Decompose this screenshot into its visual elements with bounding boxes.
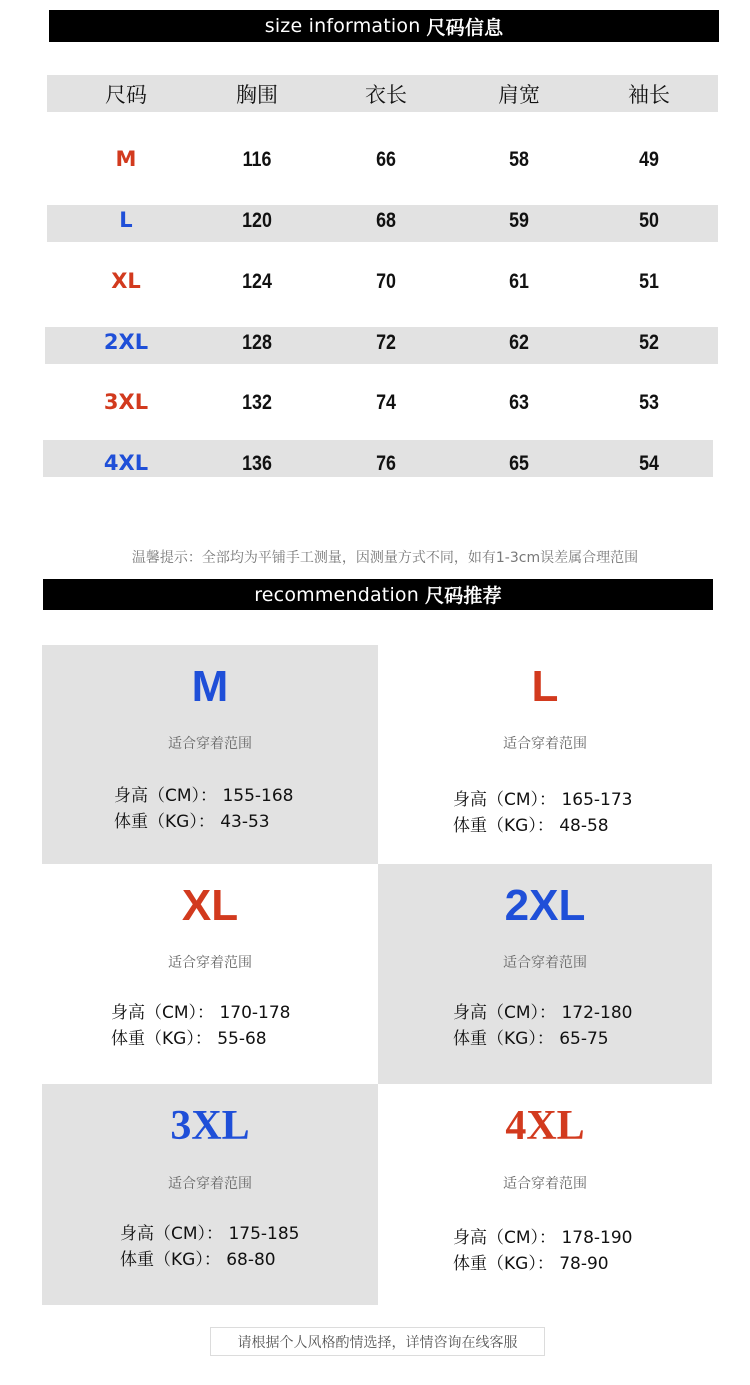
recommendation-card [378,864,712,1084]
body-stats [114,783,293,835]
size-value: 74 [376,391,396,414]
body-stats [120,1221,299,1273]
height-range: 身高（CM）： 175-185 [120,1224,300,1244]
weight-range: 体重（KG）： 43-53 [114,812,270,832]
recommendation-title-bar [43,579,713,610]
range-label: 适合穿着范围 [503,736,587,752]
recommendation-title-cn: 尺码推荐 [425,585,502,607]
size-information-title-cn: 尺码信息 [426,16,504,39]
size-value: 76 [376,452,396,475]
recommendation-card [42,1084,378,1305]
size-value: 63 [509,391,529,414]
size-label: 2XL [103,330,149,354]
recommendation-card [378,1084,712,1305]
weight-range: 体重（KG）： 68-80 [120,1250,276,1270]
range-label: 适合穿着范围 [168,1176,252,1192]
range-label: 适合穿着范围 [168,955,252,971]
size-value: 52 [639,331,659,354]
size-value: 128 [242,331,272,354]
size-label: 4XL [103,451,149,475]
height-range: 身高（CM）： 170-178 [111,1003,291,1023]
size-value: 62 [509,331,529,354]
recommended-size: XL [181,881,239,930]
recommended-size: M [191,662,229,711]
size-value: 61 [509,270,529,293]
weight-range: 体重（KG）： 48-58 [453,816,609,836]
size-value: 70 [376,270,396,293]
size-label: XL [111,269,141,293]
range-label: 适合穿着范围 [168,736,252,752]
measurement-tip: 温馨提示：全部均为平铺手工测量，因测量方式不同，如有1-3cm误差属合理范围 [131,550,639,566]
size-label: L [119,208,133,232]
range-label: 适合穿着范围 [503,1176,587,1192]
size-information-title-bar [49,10,719,42]
footer-note: 请根据个人风格酌情选择，详情咨询在线客服 [210,1327,545,1356]
recommendation-card [42,645,378,864]
size-value: 72 [376,331,396,354]
height-range: 身高（CM）： 178-190 [453,1228,633,1248]
weight-range: 体重（KG）： 65-75 [453,1029,609,1049]
size-value: 49 [639,148,659,171]
size-value: 66 [376,148,396,171]
weight-range: 体重（KG）： 55-68 [111,1029,267,1049]
size-value: 120 [242,209,272,232]
height-range: 身高（CM）： 172-180 [453,1003,633,1023]
size-value: 124 [242,270,272,293]
body-stats [453,1000,632,1052]
size-value: 53 [639,391,659,414]
body-stats [453,1225,632,1277]
recommendation-title-en: recommendation [254,583,419,606]
size-value: 132 [242,391,272,414]
body-stats [453,787,632,839]
range-label: 适合穿着范围 [503,955,587,971]
size-label: M [115,147,137,171]
recommendation-card [42,864,378,1084]
recommended-size: 4XL [505,1103,585,1149]
header-chest: 胸围 [236,83,278,107]
size-value: 65 [509,452,529,475]
size-label: 3XL [103,390,149,414]
weight-range: 体重（KG）： 78-90 [453,1254,609,1274]
size-value: 116 [242,148,272,171]
size-value: 50 [639,209,659,232]
recommended-size: L [531,662,559,711]
size-value: 51 [639,270,659,293]
size-value: 136 [242,452,272,475]
size-information-title-en: size information [264,15,421,37]
height-range: 身高（CM）： 165-173 [453,790,633,810]
body-stats [111,1000,290,1052]
size-value: 68 [376,209,396,232]
recommended-size: 2XL [504,881,586,930]
header-size: 尺码 [105,83,147,107]
size-value: 59 [509,209,529,232]
size-value: 58 [509,148,529,171]
header-length: 衣长 [365,83,407,107]
recommendation-card [378,645,712,864]
size-value: 54 [639,452,659,475]
height-range: 身高（CM）： 155-168 [114,786,294,806]
recommended-size: 3XL [170,1103,250,1149]
header-sleeve: 袖长 [628,83,670,107]
header-shoulder: 肩宽 [498,83,540,107]
